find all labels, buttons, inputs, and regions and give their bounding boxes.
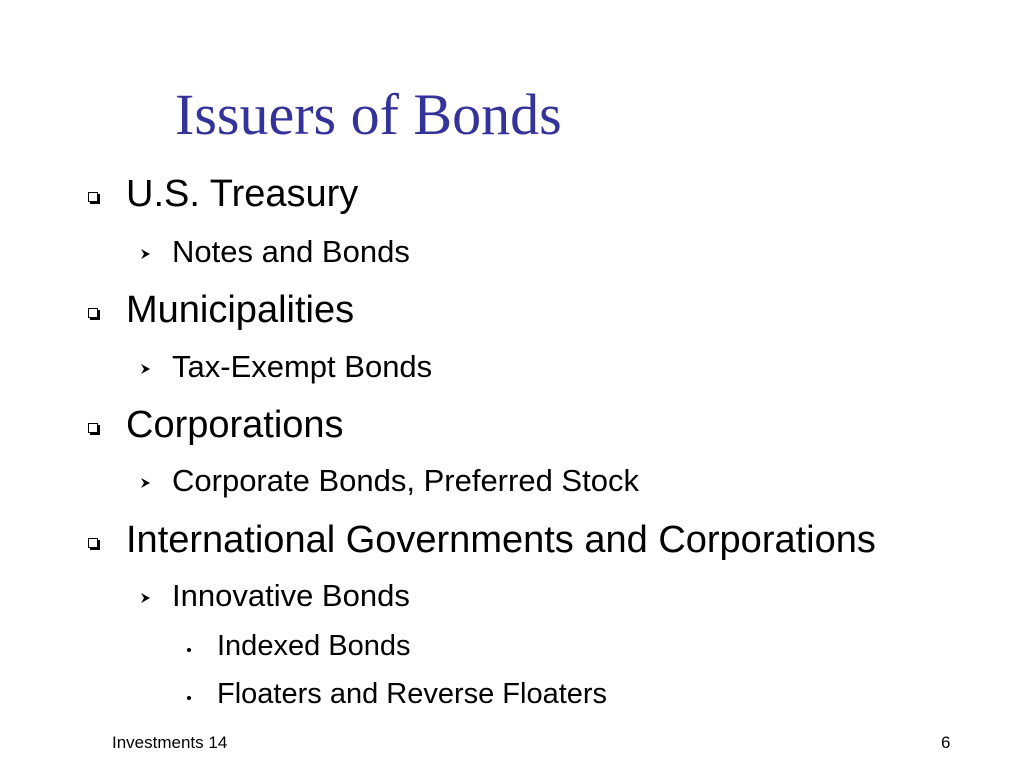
bullet-text: Tax-Exempt Bonds (172, 349, 433, 384)
slide-title: Issuers of Bonds (175, 82, 562, 147)
square-bullet-icon (88, 308, 98, 318)
square-bullet-icon (88, 538, 98, 548)
arrowhead-bullet-icon (139, 477, 151, 489)
bullet-text: Innovative Bonds (172, 578, 410, 613)
square-bullet-icon (88, 192, 98, 202)
bullet-text: Corporate Bonds, Preferred Stock (172, 463, 639, 498)
bullet-text: U.S. Treasury (126, 173, 359, 215)
bullet-text: Indexed Bonds (217, 630, 411, 662)
bullet-text: International Governments and Corporations (126, 519, 876, 561)
bullet-text: Corporations (126, 404, 344, 446)
dot-bullet-icon (187, 696, 191, 700)
footer-course-label: Investments 14 (112, 733, 228, 752)
dot-bullet-icon (187, 648, 191, 652)
bullet-text: Municipalities (126, 289, 355, 331)
arrowhead-bullet-icon (139, 592, 151, 604)
bullet-text: Notes and Bonds (172, 234, 410, 269)
arrowhead-bullet-icon (139, 363, 151, 375)
arrowhead-bullet-icon (139, 248, 151, 260)
page-number: 6 (941, 733, 951, 752)
square-bullet-icon (88, 423, 98, 433)
bullet-text: Floaters and Reverse Floaters (217, 678, 608, 710)
